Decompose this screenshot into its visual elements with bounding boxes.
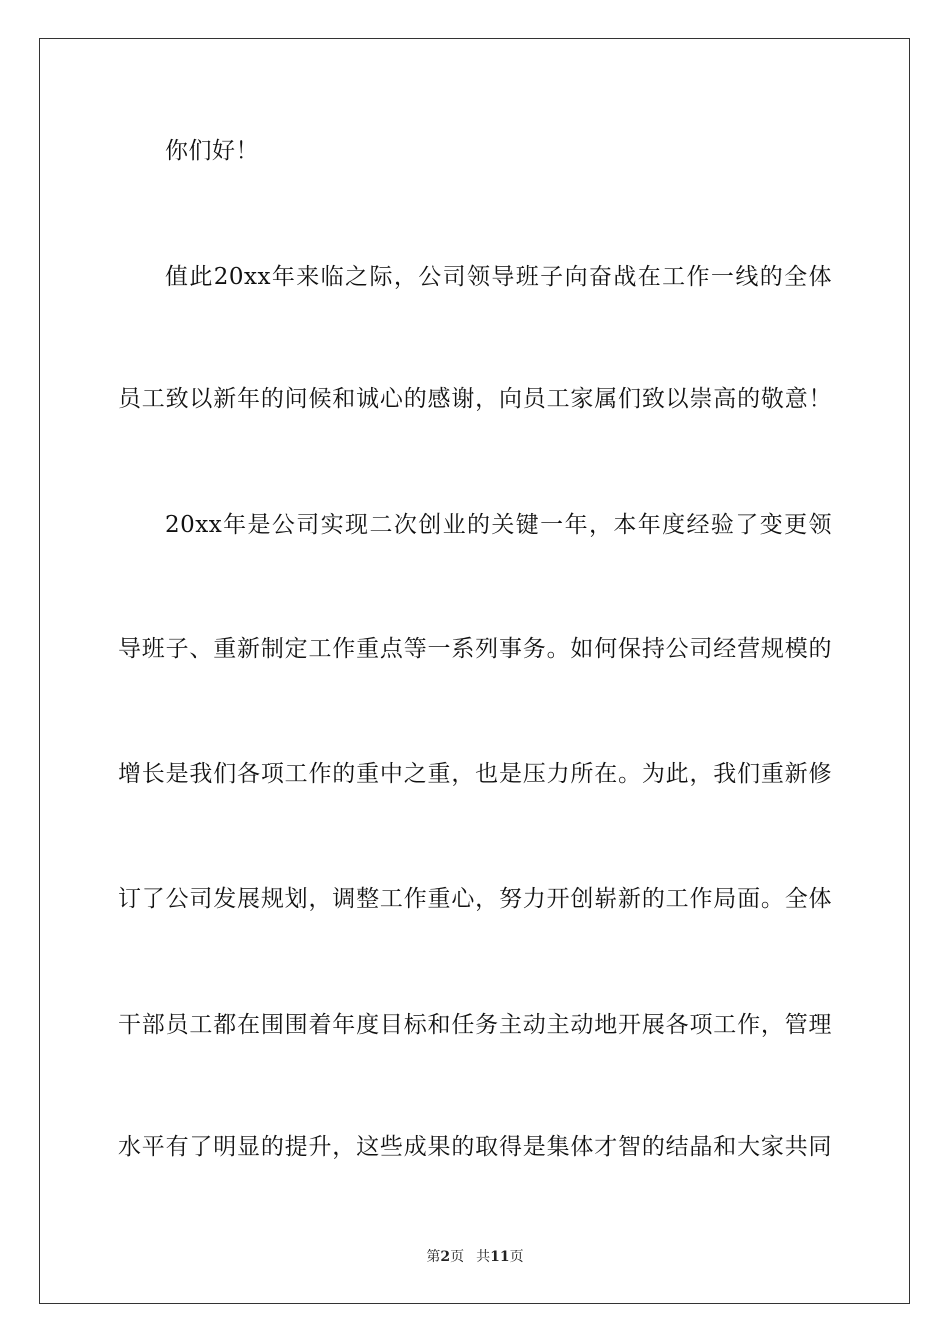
body-line-6: 订了公司发展规划，调整工作重心，努力开创崭新的工作局面。全体 [118, 886, 832, 912]
body-line-3: 20xx年是公司实现二次创业的关键一年，本年度经验了变更领 [165, 512, 832, 538]
body-line-5: 增长是我们各项工作的重中之重，也是压力所在。为此，我们重新修 [118, 761, 832, 787]
page-footer [0, 1248, 950, 1266]
body-line-7: 干部员工都在围围着年度目标和任务主动主动地开展各项工作，管理 [118, 1012, 832, 1038]
greeting-line: 你们好！ [165, 138, 259, 164]
page-total: 11 [490, 1249, 510, 1265]
page-current: 2 [440, 1249, 451, 1265]
page-prefix: 第 [426, 1249, 441, 1265]
total-suffix: 页 [509, 1249, 524, 1265]
page-border [39, 38, 910, 1304]
body-line-1: 值此20xx年来临之际，公司领导班子向奋战在工作一线的全体 [165, 264, 832, 290]
body-line-8: 水平有了明显的提升，这些成果的取得是集体才智的结晶和大家共同 [118, 1134, 832, 1160]
body-line-4: 导班子、重新制定工作重点等一系列事务。如何保持公司经营规模的 [118, 636, 832, 662]
page-suffix: 页 [450, 1249, 465, 1265]
total-prefix: 共 [476, 1249, 491, 1265]
body-line-2: 员工致以新年的问候和诚心的感谢，向员工家属们致以崇高的敬意！ [118, 386, 832, 412]
